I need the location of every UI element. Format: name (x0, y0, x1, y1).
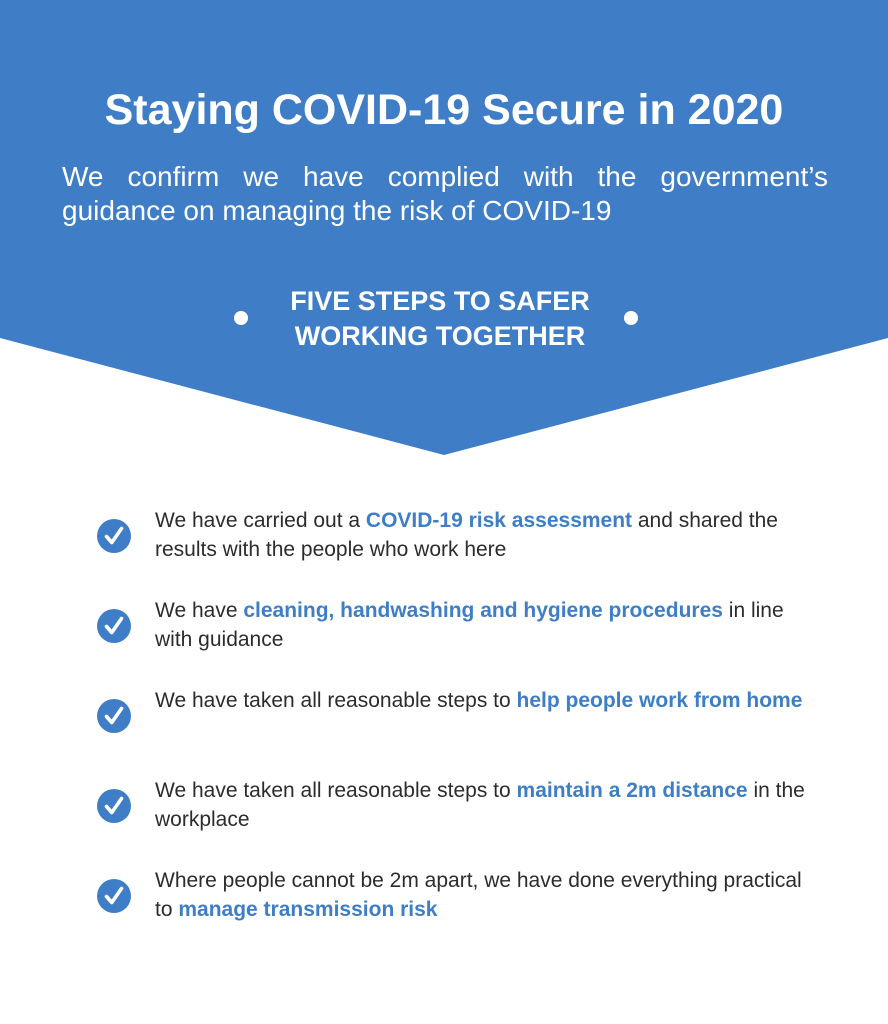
step-item (96, 686, 816, 776)
check-circle-icon (96, 788, 132, 824)
bullet-dot-icon (624, 311, 638, 325)
header-banner (0, 0, 888, 460)
five-steps-heading-line2: WORKING TOGETHER (294, 321, 586, 351)
step-text-before: We have (155, 599, 244, 622)
five-steps-heading (228, 284, 660, 354)
step-text-before: We have taken all reasonable steps to (155, 689, 517, 712)
step-item (96, 596, 816, 686)
step-highlight: COVID-19 risk assessment (365, 509, 633, 532)
bullet-dot-icon (234, 311, 248, 325)
check-circle-icon (96, 608, 132, 644)
step-highlight: maintain a 2m distance (516, 779, 748, 802)
step-text-before: We have taken all reasonable steps to (155, 779, 517, 802)
step-text (155, 506, 805, 564)
step-text-after: in the workplace (155, 779, 805, 831)
step-text (155, 866, 805, 924)
step-highlight: help people work from home (516, 689, 803, 712)
check-circle-icon (96, 698, 132, 734)
step-text (155, 776, 805, 834)
page-title: Staying COVID-19 Secure in 2020 (104, 86, 784, 134)
compliance-statement: We confirm we have complied with the government’s guidance on managing the risk of COVID-19 (62, 161, 828, 226)
step-text-before: Where people cannot be 2m apart, we have done everything practical to (155, 869, 802, 921)
steps-list (96, 506, 816, 956)
step-text-after: in line with guidance (155, 599, 784, 651)
step-text-after: and shared the results with the people who work here (155, 509, 778, 561)
step-text (155, 686, 805, 715)
five-steps-heading-text (254, 284, 626, 354)
step-highlight: cleaning, handwashing and hygiene procedures (243, 599, 723, 622)
step-text-before: We have carried out a (155, 509, 366, 532)
step-text (155, 596, 805, 654)
check-circle-icon (96, 518, 132, 554)
step-item (96, 506, 816, 596)
five-steps-heading-line1: FIVE STEPS TO SAFER (290, 286, 590, 316)
step-highlight: manage transmission risk (178, 898, 438, 921)
check-circle-icon (96, 878, 132, 914)
step-item (96, 866, 816, 956)
step-item (96, 776, 816, 866)
